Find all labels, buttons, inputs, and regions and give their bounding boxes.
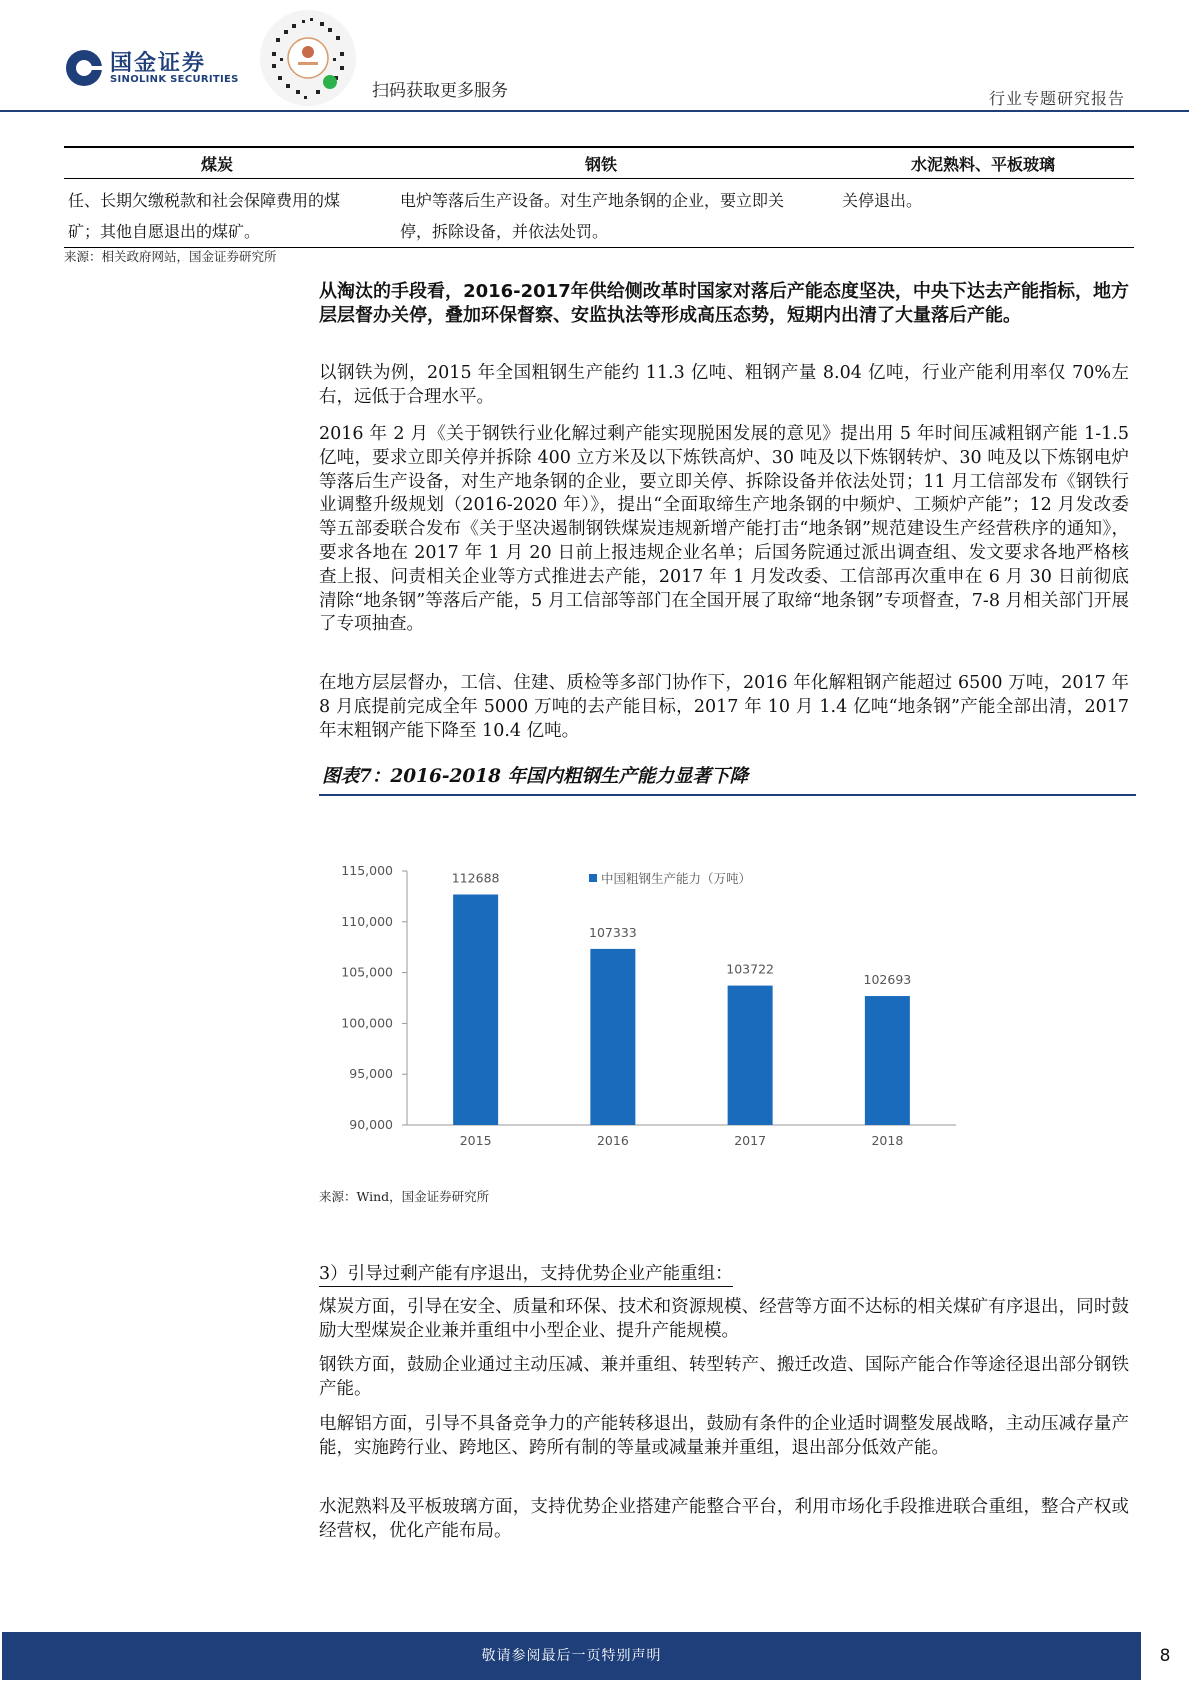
table-header-row	[64, 147, 1134, 179]
brand-name: 国金证券	[110, 51, 207, 76]
bar-chart	[319, 800, 1136, 1172]
section-paragraph-cement-glass: 水泥熟料及平板玻璃方面，支持优势企业搭建产能整合平台，利用市场化手段推进联合重组，整合产权或经营权，优化产能布局。	[319, 1497, 1129, 1541]
brand-name-en: SINOLINK SECURITIES	[110, 74, 239, 85]
table-header-steel: 钢铁	[370, 147, 832, 179]
x-tick-label: 2015	[459, 1133, 492, 1148]
data-label: 107333	[589, 924, 637, 940]
x-tick-label: 2018	[871, 1133, 904, 1148]
header-divider	[0, 110, 1189, 112]
y-tick-label: 110,000	[341, 913, 393, 929]
body-paragraph: 在地方层层督办，工信、住建、质检等多部门协作下，2016 年化解粗钢产能超过 6500 万吨，2017 年 8 月底提前完成全年 5000 万吨的去产能目标，2017 年 10 月 1.4 亿吨“地条钢”产能全部出清，2017 年末粗钢产能下降至 10.4 亿吨。	[319, 673, 1129, 741]
bar-2015	[453, 894, 498, 1125]
qr-code-icon[interactable]	[258, 8, 358, 108]
section-heading: 3）引导过剩产能有序退出，支持优势企业产能重组：	[319, 1260, 733, 1287]
x-tick-label: 2016	[596, 1133, 629, 1148]
y-tick-label: 90,000	[349, 1117, 393, 1132]
figure-title: 图表7：2016-2018 年国内粗钢生产能力显著下降	[322, 766, 748, 787]
figure-source: 来源：Wind，国金证券研究所	[319, 1189, 490, 1204]
y-tick-label: 105,000	[341, 964, 393, 980]
report-type: 行业专题研究报告	[988, 89, 1125, 108]
legend-swatch	[589, 874, 597, 882]
policy-table	[64, 146, 1134, 248]
table-header-cement-glass: 水泥熟料、平板玻璃	[832, 147, 1134, 179]
body-paragraph: 2016 年 2 月《关于钢铁行业化解过剩产能实现脱困发展的意见》提出用 5 年时间压减粗钢产能 1-1.5 亿吨，要求立即关停并拆除 400 立方米及以下炼铁高炉、30 吨及以下炼钢转炉、30 吨及以下炼钢电炉等落后生产设备，对生产地条钢的企业，要立即关停、拆除设备并依法处罚；11 月工信部发布《钢铁行业调整升级规划（2016-2020 年）》，提出“全面取缔生产地条钢的中频炉、工频炉产能”；12 月发改委等五部委联合发布《关于坚决遏制钢铁煤炭违规新增产能打击“地条钢”规范建设生产经营秩序的通知》，要求各地在 2017 年 1 月 20 日前上报违规企业名单；后国务院通过派出调查组、发文要求各地严格核查上报、问责相关企业等方式推进去产能，2017 年 1 月发改委、工信部再次重申在 6 月 30 日前彻底清除“地条钢”等落后产能，5 月工信部等部门在全国开展了取缔“地条钢”专项督查，7-8 月相关部门开展了专项抽查。	[319, 424, 1129, 635]
table-header-coal: 煤炭	[64, 147, 370, 179]
y-tick-label: 95,000	[349, 1066, 393, 1082]
y-tick-label: 100,000	[341, 1015, 393, 1031]
x-tick-label: 2017	[734, 1133, 767, 1148]
table-cell-steel: 电炉等落后生产设备。对生产地条钢的企业，要立即关停，拆除设备，并依法处罚。	[370, 179, 832, 248]
bar-2017	[728, 986, 773, 1125]
y-tick-label: 115,000	[341, 863, 393, 878]
figure-divider	[319, 794, 1136, 796]
data-label: 103722	[726, 961, 774, 977]
data-label: 112688	[451, 870, 500, 886]
section-paragraph-steel: 钢铁方面，鼓励企业通过主动压减、兼并重组、转型转产、搬迁改造、国际产能合作等途径退出部分钢铁产能。	[319, 1355, 1129, 1399]
table-cell-cement-glass: 关停退出。	[832, 179, 1134, 248]
legend-label: 中国粗钢生产能力（万吨）	[601, 871, 752, 886]
section-paragraph-aluminium: 电解铝方面，引导不具备竞争力的产能转移退出，鼓励有条件的企业适时调整发展战略，主动压减存量产能，实施跨行业、跨地区、跨所有制的等量或减量兼并重组，退出部分低效产能。	[319, 1414, 1129, 1458]
table-source: 来源：相关政府网站，国金证券研究所	[64, 249, 277, 264]
data-label: 102693	[863, 972, 912, 988]
table-row	[64, 179, 1134, 248]
qr-caption: 扫码获取更多服务	[372, 81, 508, 101]
table-cell-coal: 任、长期欠缴税款和社会保障费用的煤矿；其他自愿退出的煤矿。	[64, 179, 370, 248]
lead-paragraph: 从淘汰的手段看，2016-2017年供给侧改革时国家对落后产能态度坚决，中央下达去产能指标，地方层层督办关停，叠加环保督察、安监执法等形成高压态势，短期内出清了大量落后产能。	[319, 281, 1129, 326]
logo-icon	[64, 48, 104, 88]
body-paragraph: 以钢铁为例，2015 年全国粗钢生产能约 11.3 亿吨、粗钢产量 8.04 亿吨，行业产能利用率仅 70%左右，远低于合理水平。	[319, 363, 1129, 407]
page-number: 8	[1159, 1646, 1171, 1666]
footer-disclaimer: 敬请参阅最后一页特别声明	[481, 1648, 662, 1664]
bar-2018	[865, 996, 910, 1125]
bar-2016	[590, 949, 635, 1125]
section-paragraph-coal: 煤炭方面，引导在安全、质量和环保、技术和资源规模、经营等方面不达标的相关煤矿有序退出，同时鼓励大型煤炭企业兼并重组中小型企业、提升产能规模。	[319, 1297, 1129, 1341]
